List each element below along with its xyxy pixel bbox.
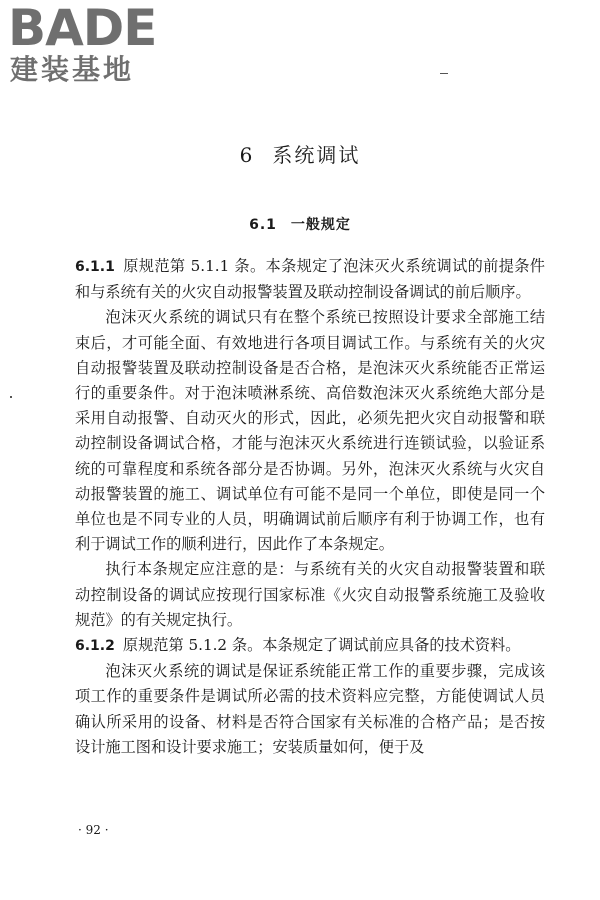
- section-title-text: 一般规定: [290, 217, 351, 233]
- chapter-title: [0, 141, 600, 169]
- body-text: [75, 254, 545, 760]
- bade-watermark-logo: [8, 2, 178, 88]
- page-number: · 92 ·: [78, 823, 109, 837]
- clause-6-1-1: [75, 254, 545, 305]
- logo-latin-text: BADE: [8, 0, 157, 57]
- clause-number: 6.1.2: [75, 638, 115, 655]
- section-number: 6.1: [249, 217, 277, 233]
- chapter-title-text: 系统调试: [272, 143, 361, 167]
- scan-speck: [440, 73, 448, 74]
- section-title: [0, 215, 600, 235]
- clause-number: 6.1.1: [75, 259, 115, 275]
- paragraph: 执行本条规定应注意的是：与系统有关的火灾自动报警装置和联动控制设备的调试应按现行国家标准《火灾自动报警系统施工及验收规范》的有关规定执行。: [75, 560, 545, 629]
- scan-speck: [10, 396, 12, 398]
- logo-chinese-text: 建装基地: [10, 53, 135, 86]
- chapter-number: 6: [239, 143, 255, 167]
- clause-intro: 原规范第 5.1.1 条。本条规定了泡沫灭火系统调试的前提条件和与系统有关的火灾自动报警装置及联动控制设备调试的前后顺序。: [75, 257, 545, 302]
- paragraph: 泡沫灭火系统的调试是保证系统能正常工作的重要步骤，完成该项工作的重要条件是调试所必需的技术资料应完整，方能使调试人员确认所采用的设备、材料是否符合国家有关标准的合格产品；是否按设计施工图和设计要求施工；安装质量如何，便于及: [75, 662, 545, 756]
- clause-6-1-2: [75, 633, 545, 659]
- paragraph: 泡沫灭火系统的调试只有在整个系统已按照设计要求全部施工结束后，才可能全面、有效地进行各项目调试工作。与系统有关的火灾自动报警装置及联动控制设备是否合格，是泡沫灭火系统能否正常运行的重要条件。对于泡沫喷淋系统、高倍数泡沫灭火系统绝大部分是采用自动报警、自动灭火的形式，因此，必须先把火灾自动报警和联动控制设备调试合格，才能与泡沫灭火系统进行连锁试验，以验证系统的可靠程度和系统各部分是否协调。另外，泡沫灭火系统与火灾自动报警装置的施工、调试单位有可能不是同一个单位，即使是同一个单位也是不同专业的人员，明确调试前后顺序有利于协调工作，也有利于调试工作的顺利进行，因此作了本条规定。: [75, 308, 545, 554]
- clause-intro: 原规范第 5.1.2 条。本条规定了调试前应具备的技术资料。: [122, 636, 521, 655]
